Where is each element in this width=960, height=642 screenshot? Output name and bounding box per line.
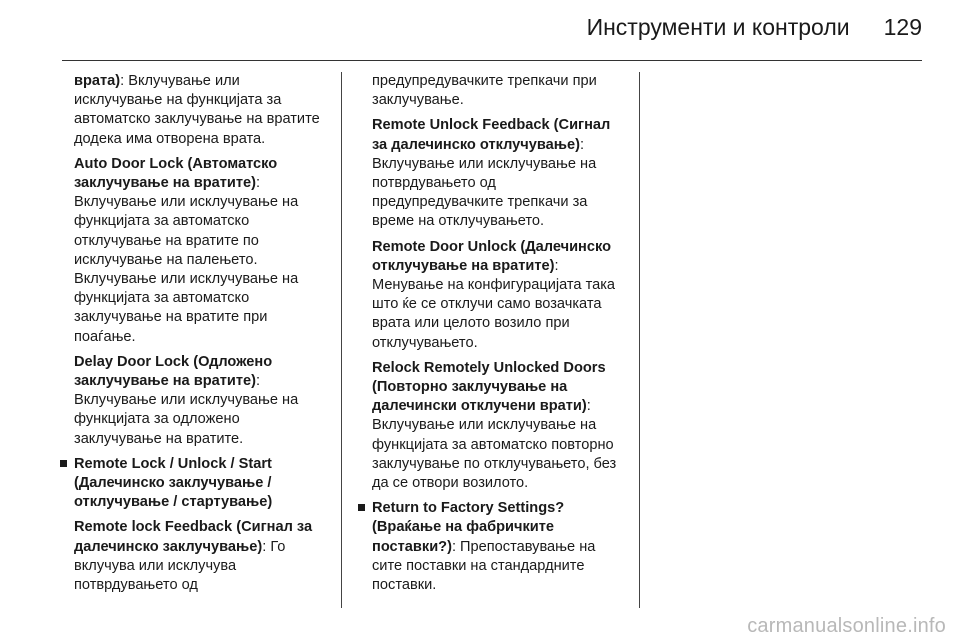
paragraph	[62, 155, 324, 347]
header-rule	[62, 60, 922, 61]
setting-description: : Вклучување или исклучување на функцијата за одложено заклучување на вратите.	[74, 373, 299, 447]
setting-name: Relock Remotely Unlocked Doors (Повторно заклучување на далечински отклучени врати)	[372, 359, 606, 415]
paragraph	[360, 116, 622, 231]
setting-description: : Менување на конфигурацијата така што ќе се отклучи само возачката врата или целото возило при отклучувањето.	[372, 257, 616, 351]
bullet-item	[360, 499, 622, 595]
setting-description: : Вклучување или исклучување на потврдувањето од предупредувачките трепкачи за време на отклучувањето.	[372, 136, 597, 230]
bullet-square-icon	[358, 504, 365, 511]
setting-name: Delay Door Lock (Одложено заклучување на вратите)	[74, 353, 273, 390]
page-number: 129	[883, 14, 922, 40]
setting-description: : Вклучување или исклучување на функцијата за автоматско повторно заклучување по отклучувањето, без да се отвори возилото.	[372, 398, 617, 492]
text-column-1	[62, 72, 324, 601]
paragraph	[360, 359, 622, 493]
paragraph	[62, 353, 324, 449]
bullet-item	[62, 455, 324, 513]
bullet-description: : Препоставување на сите поставки на стандардните поставки.	[372, 538, 596, 594]
bullet-heading: Return to Factory Settings? (Враќање на фабричките поставки?)	[372, 500, 565, 555]
paragraph	[62, 72, 324, 149]
setting-name: Remote Door Unlock (Далечинско отклучување на вратите)	[372, 238, 611, 274]
bullet-square-icon	[60, 460, 67, 467]
setting-description: : Вклучување или исклучување на функцијата за автоматско заклучување на вратите додека има отворена врата.	[74, 73, 320, 147]
paragraph	[360, 72, 622, 110]
setting-name: Remote lock Feedback (Сигнал за далечинско заклучување)	[74, 519, 313, 555]
paragraph	[360, 238, 622, 353]
setting-description: : Вклучување или исклучување на функцијата за автоматско отклучување на вратите по исклучување на палењето. Вклучување или исклучување на функцијата за автоматско заклучување на вратите при поаѓање.	[74, 175, 299, 345]
text-column-2	[360, 72, 622, 601]
watermark: carmanualsonline.info	[747, 615, 946, 637]
setting-description: : Го вклучува или исклучува потврдувањето од	[74, 538, 286, 594]
column-divider	[341, 72, 342, 608]
setting-name: Remote Unlock Feedback (Сигнал за далечинско отклучување)	[372, 117, 611, 153]
page-header	[587, 14, 922, 50]
bullet-heading: Remote Lock / Unlock / Start (Далечинско заклучување / отклучување / стартување)	[74, 455, 273, 511]
setting-description: предупредувачките трепкачи при заклучување.	[372, 73, 597, 109]
setting-name: врата)	[74, 73, 121, 89]
setting-name: Auto Door Lock (Автоматско заклучување на вратите)	[74, 155, 278, 192]
column-divider	[639, 72, 640, 608]
section-title: Инструменти и контроли	[586, 14, 850, 40]
paragraph	[62, 518, 324, 595]
